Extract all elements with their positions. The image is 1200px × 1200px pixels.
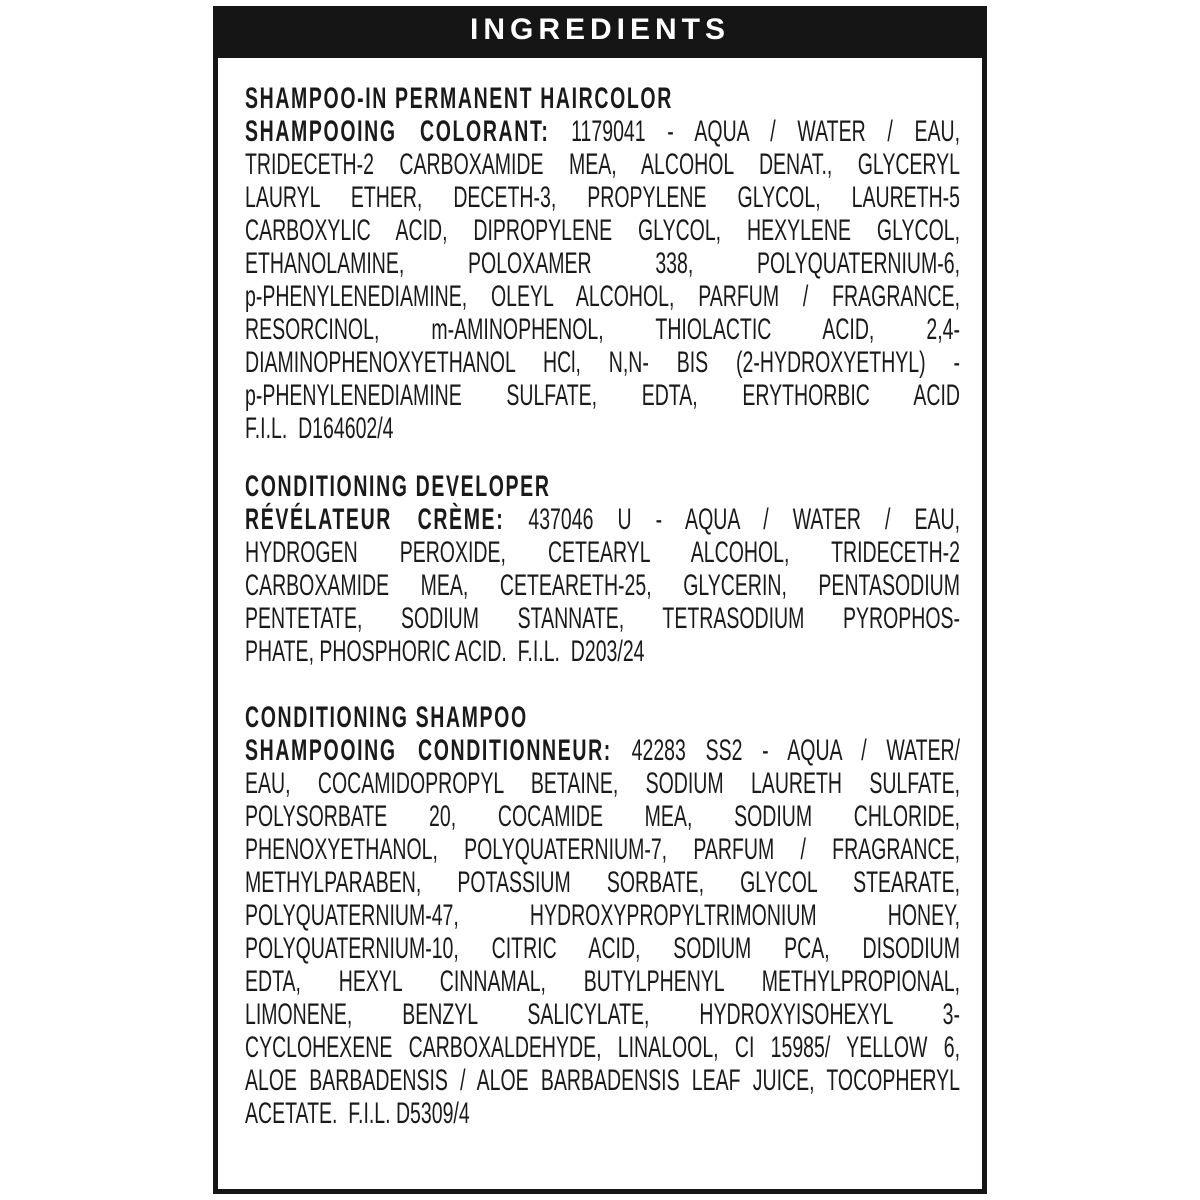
ingredient-line: [245, 701, 960, 734]
ingredients-title-bar: [213, 6, 987, 53]
ingredient-text: POLYSORBATE 20, COCAMIDE MEA, SODIUM CHLORIDE,: [245, 800, 960, 833]
ingredient-line: [245, 899, 960, 932]
ingredient-text: 42283 SS2 - AQUA / WATER/: [611, 734, 960, 767]
ingredient-line: [245, 115, 960, 148]
ingredients-title: INGREDIENTS: [469, 13, 731, 46]
ingredient-text-bold: SHAMPOOING CONDITIONNEUR:: [245, 734, 612, 767]
ingredient-line: [245, 1031, 960, 1064]
ingredient-text: LIMONENE, BENZYL SALICYLATE, HYDROXYISOHEXYL 3-: [245, 998, 960, 1031]
ingredient-line: [245, 346, 960, 379]
ingredient-text: ETHANOLAMINE, POLOXAMER 338, POLYQUATERNIUM-6,: [245, 247, 960, 280]
ingredient-text-bold: SHAMPOOING COLORANT:: [245, 115, 550, 148]
section-conditioning-shampoo: [245, 701, 960, 1130]
ingredient-text: ALOE BARBADENSIS / ALOE BARBADENSIS LEAF JUICE, TOCOPHERYL: [245, 1064, 960, 1097]
ingredient-text: CARBOXYLIC ACID, DIPROPYLENE GLYCOL, HEXYLENE GLYCOL,: [245, 214, 960, 247]
ingredient-line: [245, 280, 960, 313]
ingredient-line: [245, 635, 960, 668]
ingredient-line: [245, 313, 960, 346]
ingredient-text: PHENOXYETHANOL, POLYQUATERNIUM-7, PARFUM / FRAGRANCE,: [245, 833, 960, 866]
ingredient-text: PENTETATE, SODIUM STANNATE, TETRASODIUM PYROPHOS-: [245, 602, 960, 635]
ingredient-line: [245, 767, 960, 800]
ingredient-line: [245, 247, 960, 280]
section-shampoo-in-permanent-haircolor: [245, 82, 960, 445]
ingredient-text: HYDROGEN PEROXIDE, CETEARYL ALCOHOL, TRIDECETH-2: [245, 536, 960, 569]
ingredient-line: [245, 503, 960, 536]
ingredient-line: [245, 998, 960, 1031]
ingredient-text: LAURYL ETHER, DECETH-3, PROPYLENE GLYCOL, LAURETH-5: [245, 181, 960, 214]
ingredient-line: [245, 82, 960, 115]
ingredient-line: [245, 536, 960, 569]
ingredient-text: DIAMINOPHENOXYETHANOL HCl, N,N- BIS (2-HYDROXYETHYL) -: [245, 346, 960, 379]
ingredient-text: p-PHENYLENEDIAMINE, OLEYL ALCOHOL, PARFUM / FRAGRANCE,: [245, 280, 960, 313]
ingredient-line: [245, 1064, 960, 1097]
ingredient-text: p-PHENYLENEDIAMINE SULFATE, EDTA, ERYTHORBIC ACID: [245, 379, 960, 412]
ingredient-line: [245, 1097, 960, 1130]
ingredient-text: EDTA, HEXYL CINNAMAL, BUTYLPHENYL METHYLPROPIONAL,: [245, 965, 960, 998]
ingredient-text: F.I.L. D164602/4: [245, 412, 394, 445]
ingredient-text: ACETATE. F.I.L. D5309/4: [245, 1097, 470, 1130]
ingredient-text-bold: RÉVÉLATEUR CRÈME:: [245, 503, 505, 536]
ingredient-line: [245, 602, 960, 635]
ingredient-text: POLYQUATERNIUM-47, HYDROXYPROPYLTRIMONIUM HONEY,: [245, 899, 960, 932]
section-conditioning-developer: [245, 470, 960, 668]
ingredient-text-bold: CONDITIONING SHAMPOO: [245, 701, 528, 734]
ingredient-line: [245, 965, 960, 998]
ingredient-line: [245, 734, 960, 767]
ingredient-text: TRIDECETH-2 CARBOXAMIDE MEA, ALCOHOL DENAT., GLYCERYL: [245, 148, 960, 181]
ingredient-line: [245, 148, 960, 181]
ingredient-line: [245, 833, 960, 866]
ingredient-text: METHYLPARABEN, POTASSIUM SORBATE, GLYCOL STEARATE,: [245, 866, 960, 899]
ingredient-line: [245, 379, 960, 412]
ingredient-text: CYCLOHEXENE CARBOXALDEHYDE, LINALOOL, CI 15985/ YELLOW 6,: [245, 1031, 960, 1064]
ingredient-line: [245, 214, 960, 247]
ingredients-text-column: [245, 82, 960, 1130]
ingredient-line: [245, 932, 960, 965]
ingredient-line: [245, 866, 960, 899]
ingredient-line: [245, 569, 960, 602]
ingredient-text: RESORCINOL, m-AMINOPHENOL, THIOLACTIC ACID, 2,4-: [245, 313, 960, 346]
ingredient-text-bold: CONDITIONING DEVELOPER: [245, 470, 551, 503]
ingredient-text: POLYQUATERNIUM-10, CITRIC ACID, SODIUM PCA, DISODIUM: [245, 932, 960, 965]
ingredient-text: 437046 U - AQUA / WATER / EAU,: [504, 503, 961, 536]
ingredients-panel: [213, 53, 987, 1194]
ingredient-text: EAU, COCAMIDOPROPYL BETAINE, SODIUM LAURETH SULFATE,: [245, 767, 960, 800]
ingredient-line: [245, 470, 960, 503]
ingredient-line: [245, 412, 960, 445]
ingredient-text-bold: SHAMPOO-IN PERMANENT HAIRCOLOR: [245, 82, 673, 115]
ingredient-line: [245, 800, 960, 833]
ingredients-label: [213, 6, 987, 1194]
ingredient-text: CARBOXAMIDE MEA, CETEARETH-25, GLYCERIN, PENTASODIUM: [245, 569, 960, 602]
ingredient-line: [245, 181, 960, 214]
ingredient-text: PHATE, PHOSPHORIC ACID. F.I.L. D203/24: [245, 635, 645, 668]
ingredient-text: 1179041 - AQUA / WATER / EAU,: [549, 115, 960, 148]
